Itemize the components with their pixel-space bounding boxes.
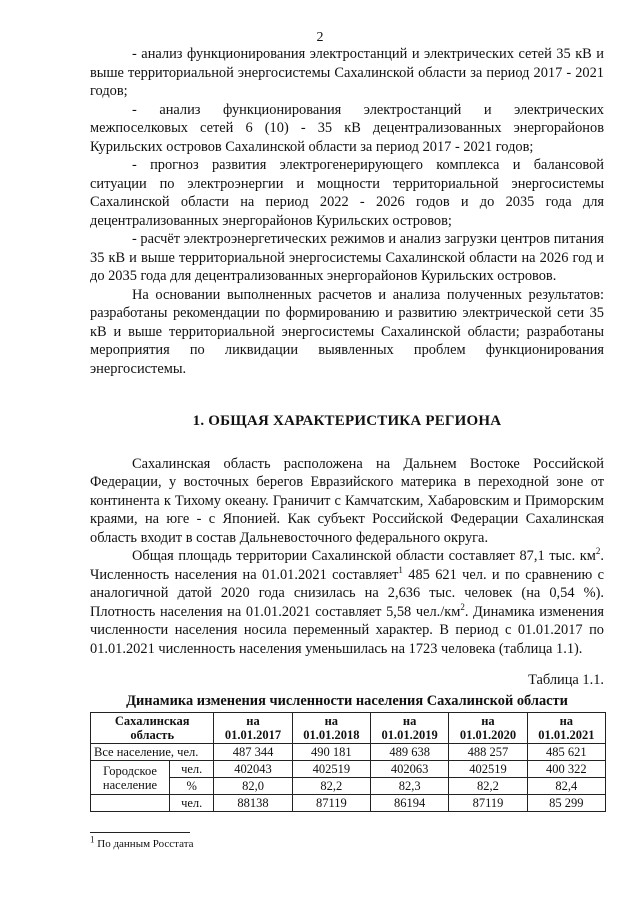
superscript-square: 2 <box>595 546 601 557</box>
footnote-text: По данным Росстата <box>94 838 194 850</box>
area-paragraph <box>90 547 604 658</box>
document-body <box>90 45 604 812</box>
area-text-4: . Динамика изменения численности населения носила переменный характер. В период с 01.01.2017 по 01.01.2021 численность населения уменьшилась на 1723 человека (таблица 1.1). <box>90 603 605 657</box>
table-cell: 82,2 <box>449 778 527 795</box>
table-cell: 487 344 <box>214 744 292 761</box>
row-label: Городское население <box>91 761 170 795</box>
table-row <box>91 761 606 778</box>
section-heading: 1. ОБЩАЯ ХАРАКТЕРИСТИКА РЕГИОНА <box>192 413 502 429</box>
table-cell: 490 181 <box>292 744 370 761</box>
unit-cell: чел. <box>170 761 214 778</box>
region-paragraph: Сахалинская область расположена на Дальнем Востоке Российской Федерации, у восточных берегов Евразийского материка в переходной зоне от континента к Тихому океану. Граничит с Камчатским, Хабаровским и Приморским краями, на юге - с Японией. Как субъект Российской Федерации Сахалинская область входит в состав Дальневосточного федерального округа. <box>90 455 604 546</box>
table-cell: 82,3 <box>371 778 449 795</box>
header-date: на 01.01.2019 <box>371 713 449 744</box>
table-cell: 402043 <box>214 761 292 778</box>
footnote-separator <box>90 832 190 833</box>
table-header-row <box>91 713 606 744</box>
bullet-item: - анализ функционирования электростанций и электрических межпоселковых сетей 6 (10) - 35 кВ децентрализованных энергорайонов Курильских островов Сахалинской области за период 2017 - 2021 годов; <box>90 101 604 155</box>
bullet-item: - прогноз развития электрогенерирующего комплекса и балансовой ситуации по электроэнергии и мощности территориальной энергосистемы Сахалинской области на период 2022 - 2026 годов и до 2035 года для децентрализованных энергорайонов Курильских островов; <box>90 157 604 229</box>
header-region: Сахалинская область <box>91 713 214 744</box>
page-number: 2 <box>316 30 324 45</box>
header-date: на 01.01.2017 <box>214 713 292 744</box>
footnote-ref: 1 <box>398 564 403 575</box>
table-cell: 402519 <box>292 761 370 778</box>
header-date: на 01.01.2021 <box>527 713 605 744</box>
table-cell: 402063 <box>371 761 449 778</box>
table-cell: 402519 <box>449 761 527 778</box>
table-cell: 82,4 <box>527 778 605 795</box>
area-text-3: 485 621 чел. и по сравнению с аналогичной датой 2020 года снизилась на 2,636 тыс. человек (на 0,54 %). Плотность населения на 01.01.2021 составляет 5,58 чел./км <box>90 566 604 620</box>
area-text-1: Общая площадь территории Сахалинской области составляет 87,1 тыс. км <box>132 548 596 564</box>
table-title: Динамика изменения численности населения Сахалинской области <box>126 692 568 709</box>
bullet-item: - расчёт электроэнергетических режимов и анализ загрузки центров питания 35 кВ и выше территориальной энергосистемы Сахалинской области на 2026 год и до 2035 года для децентрализованных энергорайонов Курильских островов. <box>90 231 604 284</box>
table-cell: 88138 <box>214 795 292 812</box>
footnote <box>90 834 194 850</box>
table-cell: 82,0 <box>214 778 292 795</box>
table-caption: Таблица 1.1. <box>528 672 604 688</box>
unit-cell: % <box>170 778 214 795</box>
bullet-item: - анализ функционирования электростанций и электрических сетей 35 кВ и выше территориальной энергосистемы Сахалинской области за период 2017 - 2021 годов; <box>90 46 604 99</box>
row-label-empty <box>91 795 170 812</box>
footnote-mark: 1 <box>90 834 95 845</box>
table-cell: 489 638 <box>371 744 449 761</box>
header-date: на 01.01.2018 <box>292 713 370 744</box>
table-cell: 82,2 <box>292 778 370 795</box>
unit-cell: чел. <box>170 795 214 812</box>
table-cell: 86194 <box>371 795 449 812</box>
table-row <box>91 744 606 761</box>
superscript-square: 2 <box>460 601 465 612</box>
table-cell: 87119 <box>292 795 370 812</box>
table-cell: 85 299 <box>527 795 605 812</box>
table-cell: 485 621 <box>527 744 605 761</box>
table-cell: 87119 <box>449 795 527 812</box>
results-paragraph: На основании выполненных расчетов и анализа полученных результатов: разработаны рекомендации по формированию и развитию электрической сети 35 кВ и выше территориальной энергосистемы Сахалинской области; разработаны мероприятия по ликвидации выявленных проблем функционирования энергосистемы. <box>90 286 604 377</box>
table-cell: 400 322 <box>527 761 605 778</box>
population-table <box>90 712 606 812</box>
header-date: на 01.01.2020 <box>449 713 527 744</box>
table-cell: 488 257 <box>449 744 527 761</box>
table-row <box>91 795 606 812</box>
row-label: Все население, чел. <box>91 744 214 761</box>
area-text-2: . Численность населения на 01.01.2021 составляет <box>90 548 604 583</box>
